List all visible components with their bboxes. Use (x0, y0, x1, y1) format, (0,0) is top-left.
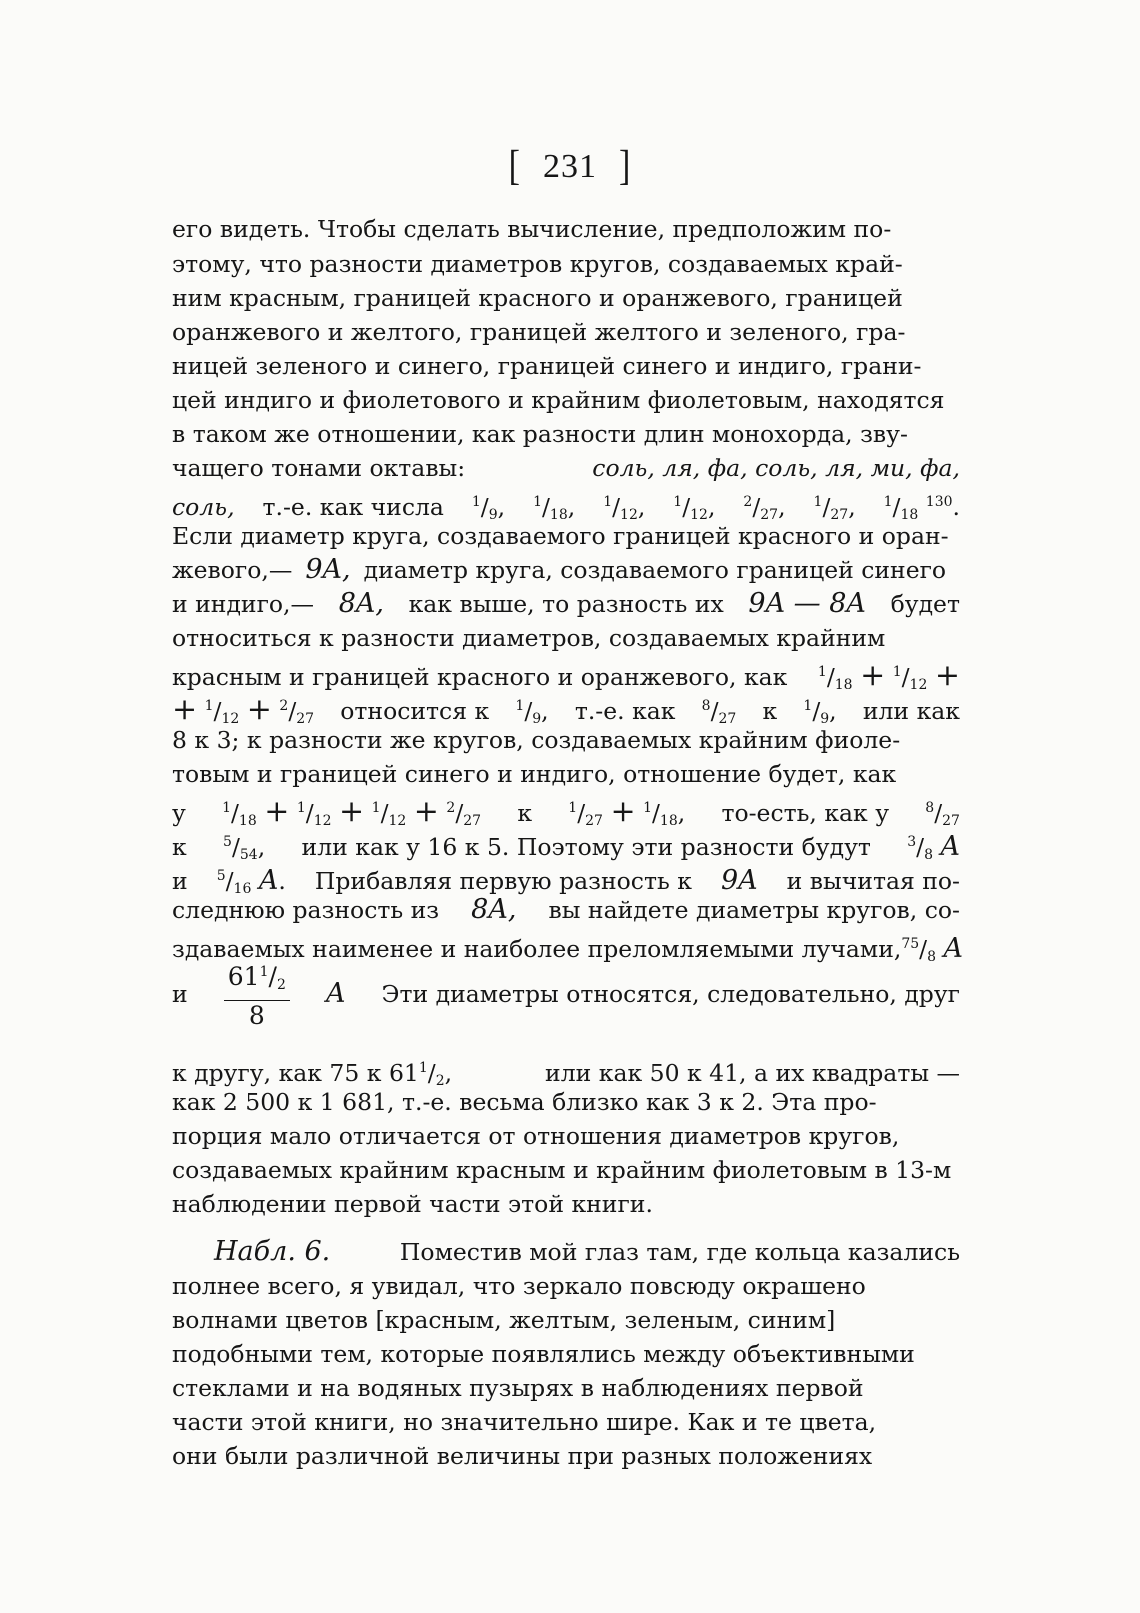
text-segment: Поместив мой глаз там, где кольца казались (399, 1238, 960, 1266)
text-segment: т.-е. как (574, 697, 676, 725)
text-segment: / (268, 962, 277, 991)
text-segment: A (940, 831, 960, 862)
text-segment: / (826, 663, 835, 691)
text-segment: / (901, 663, 910, 691)
text-segment: вы найдете диаметры кругов, со- (548, 896, 960, 924)
page-header (0, 143, 1140, 190)
text-segment: / (577, 799, 586, 827)
text-line (172, 1084, 960, 1120)
text-segment: + (264, 794, 290, 829)
text-segment: относится к (340, 697, 490, 725)
fraction: $^1/_{12}$, (603, 493, 646, 523)
text-segment: чащего тонами октавы: (172, 454, 466, 482)
text-line (172, 790, 960, 829)
text-segment: $^5/_{16}$ A. (216, 865, 286, 897)
text-segment: $61^1/_2$ (224, 957, 290, 1001)
text-segment: его видеть. Чтобы сделать вычисление, предположим по- (172, 215, 892, 243)
text-line (172, 1050, 960, 1089)
text-segment: здаваемых наименее и наиболее преломляемыми лучами, (172, 935, 902, 963)
text-segment: / (231, 799, 239, 827)
text-segment: т.-е. как числа (262, 493, 444, 521)
text-segment: , (444, 1059, 453, 1087)
text-segment: , (829, 697, 837, 725)
text-segment: $^1/_{18} + ^1/_{12}$ + (817, 658, 960, 693)
text-line (172, 1268, 960, 1304)
text-segment: , (257, 833, 266, 861)
text-segment: 8 (248, 1001, 265, 1030)
text-segment: / (225, 867, 234, 895)
text-segment: к другу, как 75 к $61^1/_2$, (172, 1059, 453, 1089)
text-segment: $^5/_{54}$, (223, 833, 266, 863)
text-segment: $^1/_{18} + ^1/_{12} + ^1/_{12} + ^2/_{27}$ (222, 794, 482, 829)
text-segment: $^3/_8$ A (907, 831, 960, 863)
text-segment: / (380, 799, 389, 827)
fraction: $^1/_{27}$, (813, 493, 856, 523)
text-line (172, 1152, 960, 1188)
text-segment: $^8/_{27}$ (701, 697, 737, 727)
text-line (172, 858, 960, 897)
text-segment: / (305, 799, 314, 827)
fraction: $^2/_{27}$, (743, 493, 786, 523)
text-line (172, 280, 960, 316)
text-segment: цей индиго и фиолетового и крайним фиолетовым, находятся (172, 386, 945, 414)
left-bracket-icon: [ (508, 143, 521, 190)
text-line (172, 688, 960, 727)
text-line (214, 1234, 960, 1270)
fraction: $^1/_{18}$, (533, 493, 576, 523)
text-segment: создаваемых крайним красным и крайним фиолетовым в 13-м (172, 1156, 952, 1184)
text-segment: или как 50 к 41, а их квадраты — (545, 1059, 960, 1087)
text-segment: то-есть, как у (721, 799, 890, 827)
text-segment: к (762, 697, 778, 725)
text-segment: / (651, 799, 660, 827)
text-segment: как выше, то разность их (408, 590, 724, 618)
text-segment: к другу, как 75 к 61 (172, 1059, 419, 1087)
text-line (172, 246, 960, 282)
text-segment: $^1/_9$, (803, 697, 837, 727)
text-segment: , (677, 799, 686, 827)
text-segment: , (637, 493, 646, 521)
text-line (172, 586, 960, 622)
text-segment: и (172, 980, 188, 1008)
text-segment: + (610, 794, 636, 829)
right-bracket-icon: ] (619, 143, 632, 190)
text-segment: как 2 500 к 1 681, т.-е. весьма близко как 3 к 2. Эта про- (172, 1088, 877, 1116)
text-line (172, 348, 960, 384)
text-segment: или как у 16 к 5. Поэтому эти разности будут (301, 833, 871, 861)
text-segment: + (172, 692, 198, 727)
text-segment: / (812, 697, 821, 725)
text-line (172, 552, 960, 588)
text-segment: Если диаметр круга, создаваемого границей красного и оран- (172, 522, 949, 550)
text-segment: соль, (172, 493, 235, 521)
text-segment: 9A — 8A (748, 588, 866, 619)
text-segment: + (246, 692, 272, 727)
text-line (172, 1404, 960, 1440)
text-segment: и индиго,— (172, 590, 315, 618)
text-line (172, 654, 960, 693)
text-segment: ницей зеленого и синего, границей синего и индиго, грани- (172, 352, 922, 380)
footnote-marker: 130 (925, 494, 953, 510)
text-segment: $^1/_9$, (515, 697, 549, 727)
text-segment: A (325, 978, 346, 1009)
text-line (172, 1370, 960, 1406)
text-segment: / (455, 799, 464, 827)
text-segment: красным и границей красного и оранжевого, как (172, 663, 788, 691)
text-segment: , (778, 493, 786, 521)
fraction: $^1/_{12}$, (673, 493, 716, 523)
text-segment: в таком же отношении, как разности длин монохорда, зву- (172, 420, 908, 448)
text-segment: + (339, 794, 365, 829)
text-segment: к (517, 799, 533, 827)
text-segment: + (860, 658, 886, 693)
text-line (172, 958, 960, 1030)
text-segment: A (943, 933, 963, 964)
text-segment: 9A (720, 865, 758, 896)
text-segment: и вычитая по- (786, 867, 960, 895)
text-segment: Прибавляя первую разность к (314, 867, 692, 895)
text-segment: к (172, 833, 187, 861)
text-segment: / (524, 697, 533, 725)
text-segment: оранжевого и желтого, границей желтого и зеленого, гра- (172, 318, 906, 346)
text-segment: / (919, 935, 928, 963)
text-segment: волнами цветов [красным, желтым, зеленым, синим] (172, 1306, 836, 1334)
text-segment: 8A, (338, 588, 384, 619)
text-segment: товым и границей синего и индиго, отношение будет, как (172, 760, 897, 788)
text-line (172, 1438, 960, 1474)
text-line (172, 1302, 960, 1338)
text-segment: или как (862, 697, 960, 725)
text-segment: порция мало отличается от отношения диаметров кругов, (172, 1122, 900, 1150)
text-segment: / (710, 697, 719, 725)
text-segment: 8 к 3; к разности же кругов, создаваемых крайним фиоле- (172, 726, 901, 754)
text-line (172, 450, 960, 486)
text-segment: относиться к разности диаметров, создаваемых крайним (172, 624, 886, 652)
text-line (172, 824, 960, 863)
text-segment: / (427, 1059, 436, 1087)
text-segment: полнее всего, я увидал, что зеркало повсюду окрашено (172, 1272, 866, 1300)
text-segment: , (497, 493, 506, 521)
text-segment: / (231, 833, 240, 861)
text-segment: ним красным, границей красного и оранжевого, границей (172, 284, 903, 312)
text-segment: $^1/_{27} + ^1/_{18}$, (568, 794, 686, 829)
text-segment: наблюдении первой части этой книги. (172, 1190, 653, 1218)
text-line (172, 722, 960, 758)
text-segment: подобными тем, которые появлялись между объективными (172, 1340, 915, 1368)
text-segment: этому, что разности диаметров кругов, создаваемых край- (172, 250, 903, 278)
text-segment: / (213, 697, 222, 725)
text-segment: / (752, 493, 761, 521)
text-segment: Эти диаметры относятся, следовательно, друг (381, 980, 960, 1008)
text-segment: , (707, 493, 716, 521)
text-segment: + $^1/_{12} + ^2/_{27}$ (172, 692, 315, 727)
text-segment: диаметр круга, создаваемого границей синего (363, 556, 947, 584)
text-segment: / (822, 493, 831, 521)
text-line (172, 382, 960, 418)
text-segment: / (542, 493, 550, 521)
observation-label: Набл. 6. (214, 1236, 331, 1267)
octave-tones: соль, ля, фа, соль, ля, ми, фа, (592, 454, 960, 482)
fraction: $^1/_{18}$ $^{130}$. (883, 493, 960, 523)
text-segment: следнюю разность из (172, 896, 440, 924)
text-segment: 8A, (471, 894, 517, 925)
text-line (172, 518, 960, 554)
text-line (172, 620, 960, 656)
text-segment: / (480, 493, 489, 521)
text-segment: $^8/_{27}$ (925, 799, 960, 829)
text-line (172, 211, 960, 247)
text-segment: и (172, 867, 188, 895)
text-segment: у (172, 799, 186, 827)
text-segment: , (567, 493, 576, 521)
text-segment: / (916, 833, 925, 861)
text-segment: / (288, 697, 297, 725)
text-line (172, 1118, 960, 1154)
text-segment: будет (890, 590, 960, 618)
text-line (172, 892, 960, 928)
text-segment: A (258, 865, 279, 896)
text-line (172, 1336, 960, 1372)
text-segment: + (413, 794, 439, 829)
text-segment: / (682, 493, 691, 521)
page-number: 231 (543, 148, 597, 185)
text-line (172, 484, 960, 523)
text-segment: $^{75}/_8$ A (901, 933, 963, 965)
text-segment: они были различной величины при разных положениях (172, 1442, 873, 1470)
text-segment: / (612, 493, 621, 521)
text-segment: , (541, 697, 549, 725)
text-segment: 61 (227, 962, 260, 991)
text-line (172, 926, 963, 965)
fraction: $^1/_9$, (471, 493, 506, 523)
text-segment: 9A, (305, 554, 351, 585)
stacked-fraction (224, 957, 290, 1031)
text-segment: / (892, 493, 901, 521)
text-line (172, 416, 960, 452)
text-line (172, 314, 960, 350)
text-segment: стеклами и на водяных пузырях в наблюдениях первой (172, 1374, 864, 1402)
text-segment: , (848, 493, 856, 521)
text-segment: жевого,— (172, 556, 293, 584)
text-line (172, 1186, 960, 1222)
text-segment: / (934, 799, 943, 827)
text-line (172, 756, 960, 792)
text-segment: + (934, 658, 960, 693)
text-segment: части этой книги, но значительно шире. Как и те цвета, (172, 1408, 877, 1436)
